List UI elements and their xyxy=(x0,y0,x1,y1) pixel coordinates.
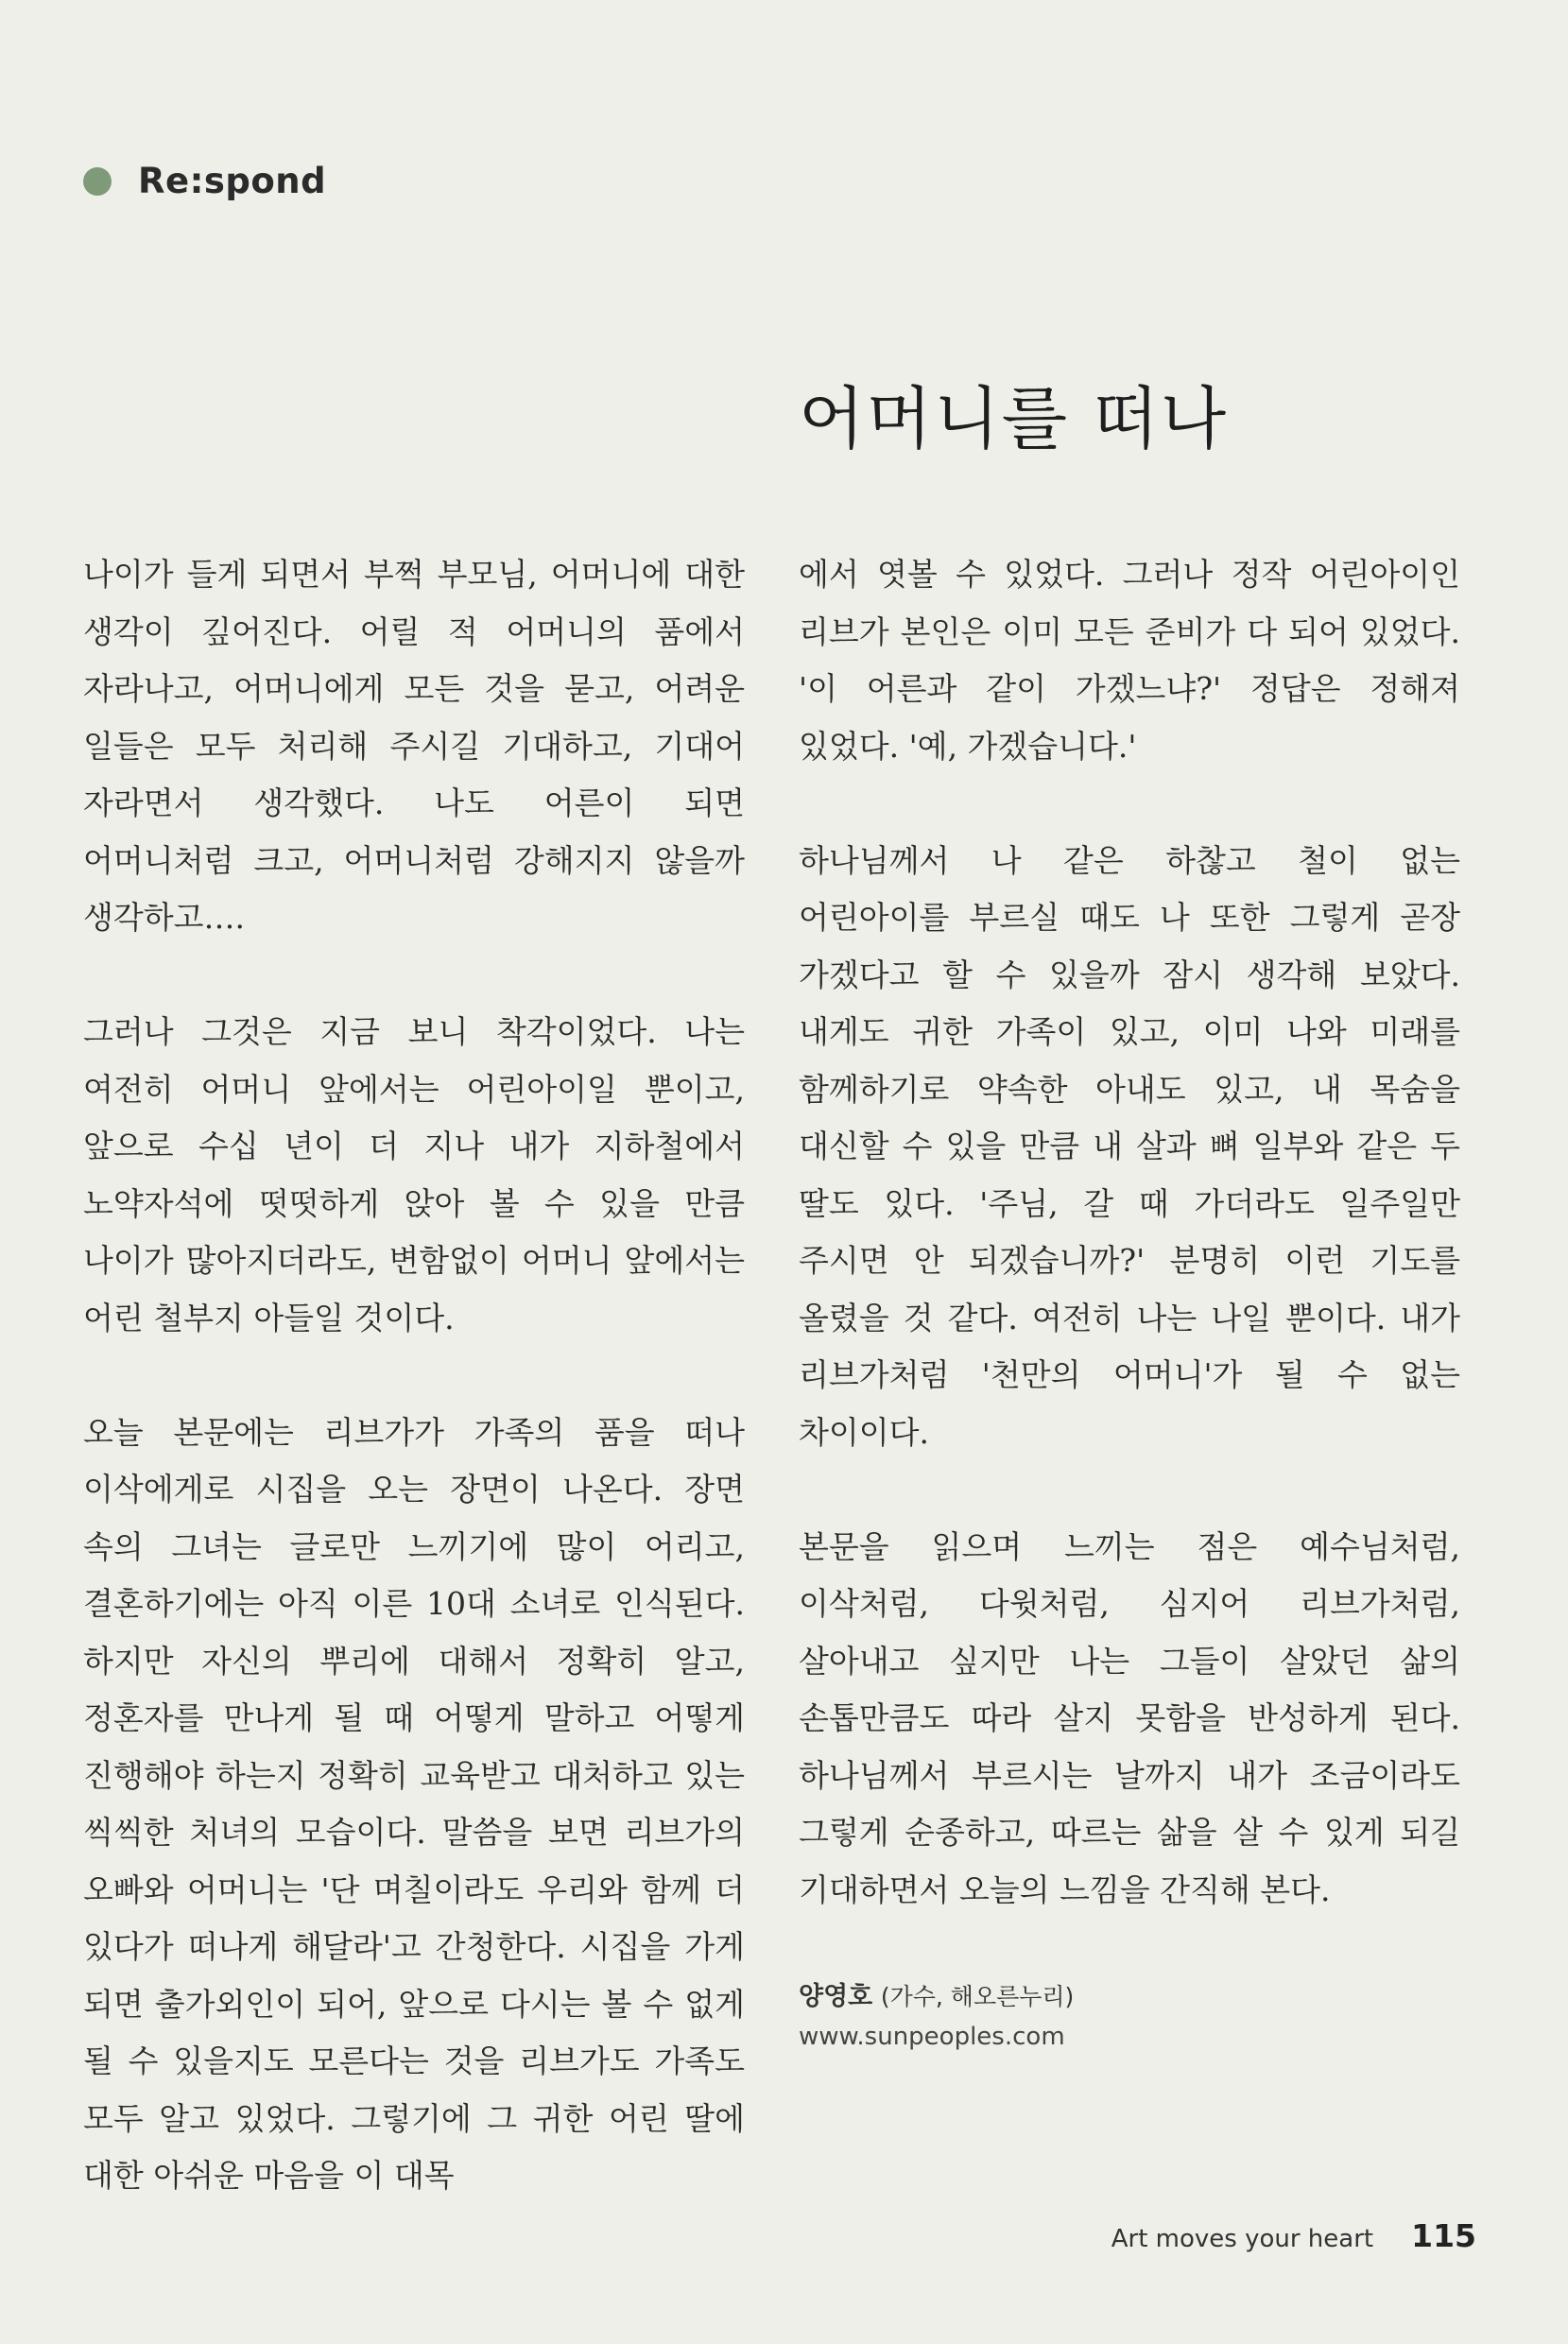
paragraph: 본문을 읽으며 느끼는 점은 예수님처럼, 이삭처럼, 다윗처럼, 심지어 리브가처럼, 살아내고 싶지만 나는 그들이 살았던 삶의 손톱만큼도 따라 살지 못함을 반성하게 된다. 하나님께서 부르시는 날까지 내가 조금이라도 그렇게 순종하고, 따르는 삶을 살 수 있게 되길 기대하면서 오늘의 느낌을 간직해 본다. xyxy=(799,1527,1460,1908)
author-name: 양영호 xyxy=(799,1981,873,2011)
page-number: 115 xyxy=(1411,2217,1476,2254)
article-title: 어머니를 떠나 xyxy=(799,379,1229,458)
paragraph: 에서 엿볼 수 있었다. 그러나 정작 어린아이인 리브가 본인은 이미 모든 준비가 다 되어 있었다. '이 어른과 같이 가겠느냐?' 정답은 정해져 있었다. '예, 가겠습니다.' xyxy=(799,556,1460,765)
author-role: (가수, 해오른누리) xyxy=(880,1982,1075,2010)
author-line xyxy=(799,1976,1460,2018)
paragraph: 나이가 들게 되면서 부쩍 부모님, 어머니에 대한 생각이 깊어진다. 어릴 적 어머니의 품에서 자라나고, 어머니에게 모든 것을 묻고, 어려운 일들은 모두 처리해 주시길 기대하고, 기대어 자라면서 생각했다. 나도 어른이 되면 어머니처럼 크고, 어머니처럼 강해지지 않을까 생각하고…. xyxy=(83,556,745,936)
paragraph: 하나님께서 나 같은 하찮고 철이 없는 어린아이를 부르실 때도 나 또한 그렇게 곧장 가겠다고 할 수 있을까 잠시 생각해 보았다. 내게도 귀한 가족이 있고, 이미 나와 미래를 함께하기로 약속한 아내도 있고, 내 목숨을 대신할 수 있을 만큼 내 살과 뼈 일부와 같은 두 딸도 있다. '주님, 갈 때 가더라도 일주일만 주시면 안 되겠습니까?' 분명히 이런 기도를 올렸을 것 같다. 여전히 나는 나일 뿐이다. 내가 리브가처럼 '천만의 어머니'가 될 수 없는 차이이다. xyxy=(799,841,1460,1451)
paragraph: 그러나 그것은 지금 보니 착각이었다. 나는 여전히 어머니 앞에서는 어린아이일 뿐이고, 앞으로 수십 년이 더 지나 내가 지하철에서 노약자석에 떳떳하게 앉아 볼 수 있을 만큼 나이가 많아지더라도, 변함없이 어머니 앞에서는 어린 철부지 아들일 것이다. xyxy=(83,1013,745,1336)
author-block xyxy=(799,1976,1460,2056)
footer-tagline: Art moves your heart xyxy=(1111,2225,1374,2253)
author-website: www.sunpeoples.com xyxy=(799,2022,1065,2051)
paragraph: 오늘 본문에는 리브가가 가족의 품을 떠나 이삭에게로 시집을 오는 장면이 나온다. 장면 속의 그녀는 글로만 느끼기에 많이 어리고, 결혼하기에는 아직 이른 10대 소녀로 인식된다. 하지만 자신의 뿌리에 대해서 정확히 알고, 정혼자를 만나게 될 때 어떻게 말하고 어떻게 진행해야 하는지 정확히 교육받고 대처하고 있는 씩씩한 처녀의 모습이다. 말씀을 보면 리브가의 오빠와 어머니는 '단 며칠이라도 우리와 함께 더 있다가 떠나게 해달라'고 간청한다. 시집을 가게 되면 출가외인이 되어, 앞으로 다시는 볼 수 없게 될 수 있을지도 모른다는 것을 리브가도 가족도 모두 알고 있었다. 그렇기에 그 귀한 어린 딸에 대한 아쉬운 마음을 이 대목 xyxy=(83,1413,745,2194)
article-left-column xyxy=(83,546,745,2262)
page-footer xyxy=(1111,2217,1476,2254)
section-dot-icon xyxy=(83,167,112,196)
section-label: Re:spond xyxy=(138,161,327,201)
section-header xyxy=(83,161,326,201)
article-right-column xyxy=(799,546,1460,2056)
